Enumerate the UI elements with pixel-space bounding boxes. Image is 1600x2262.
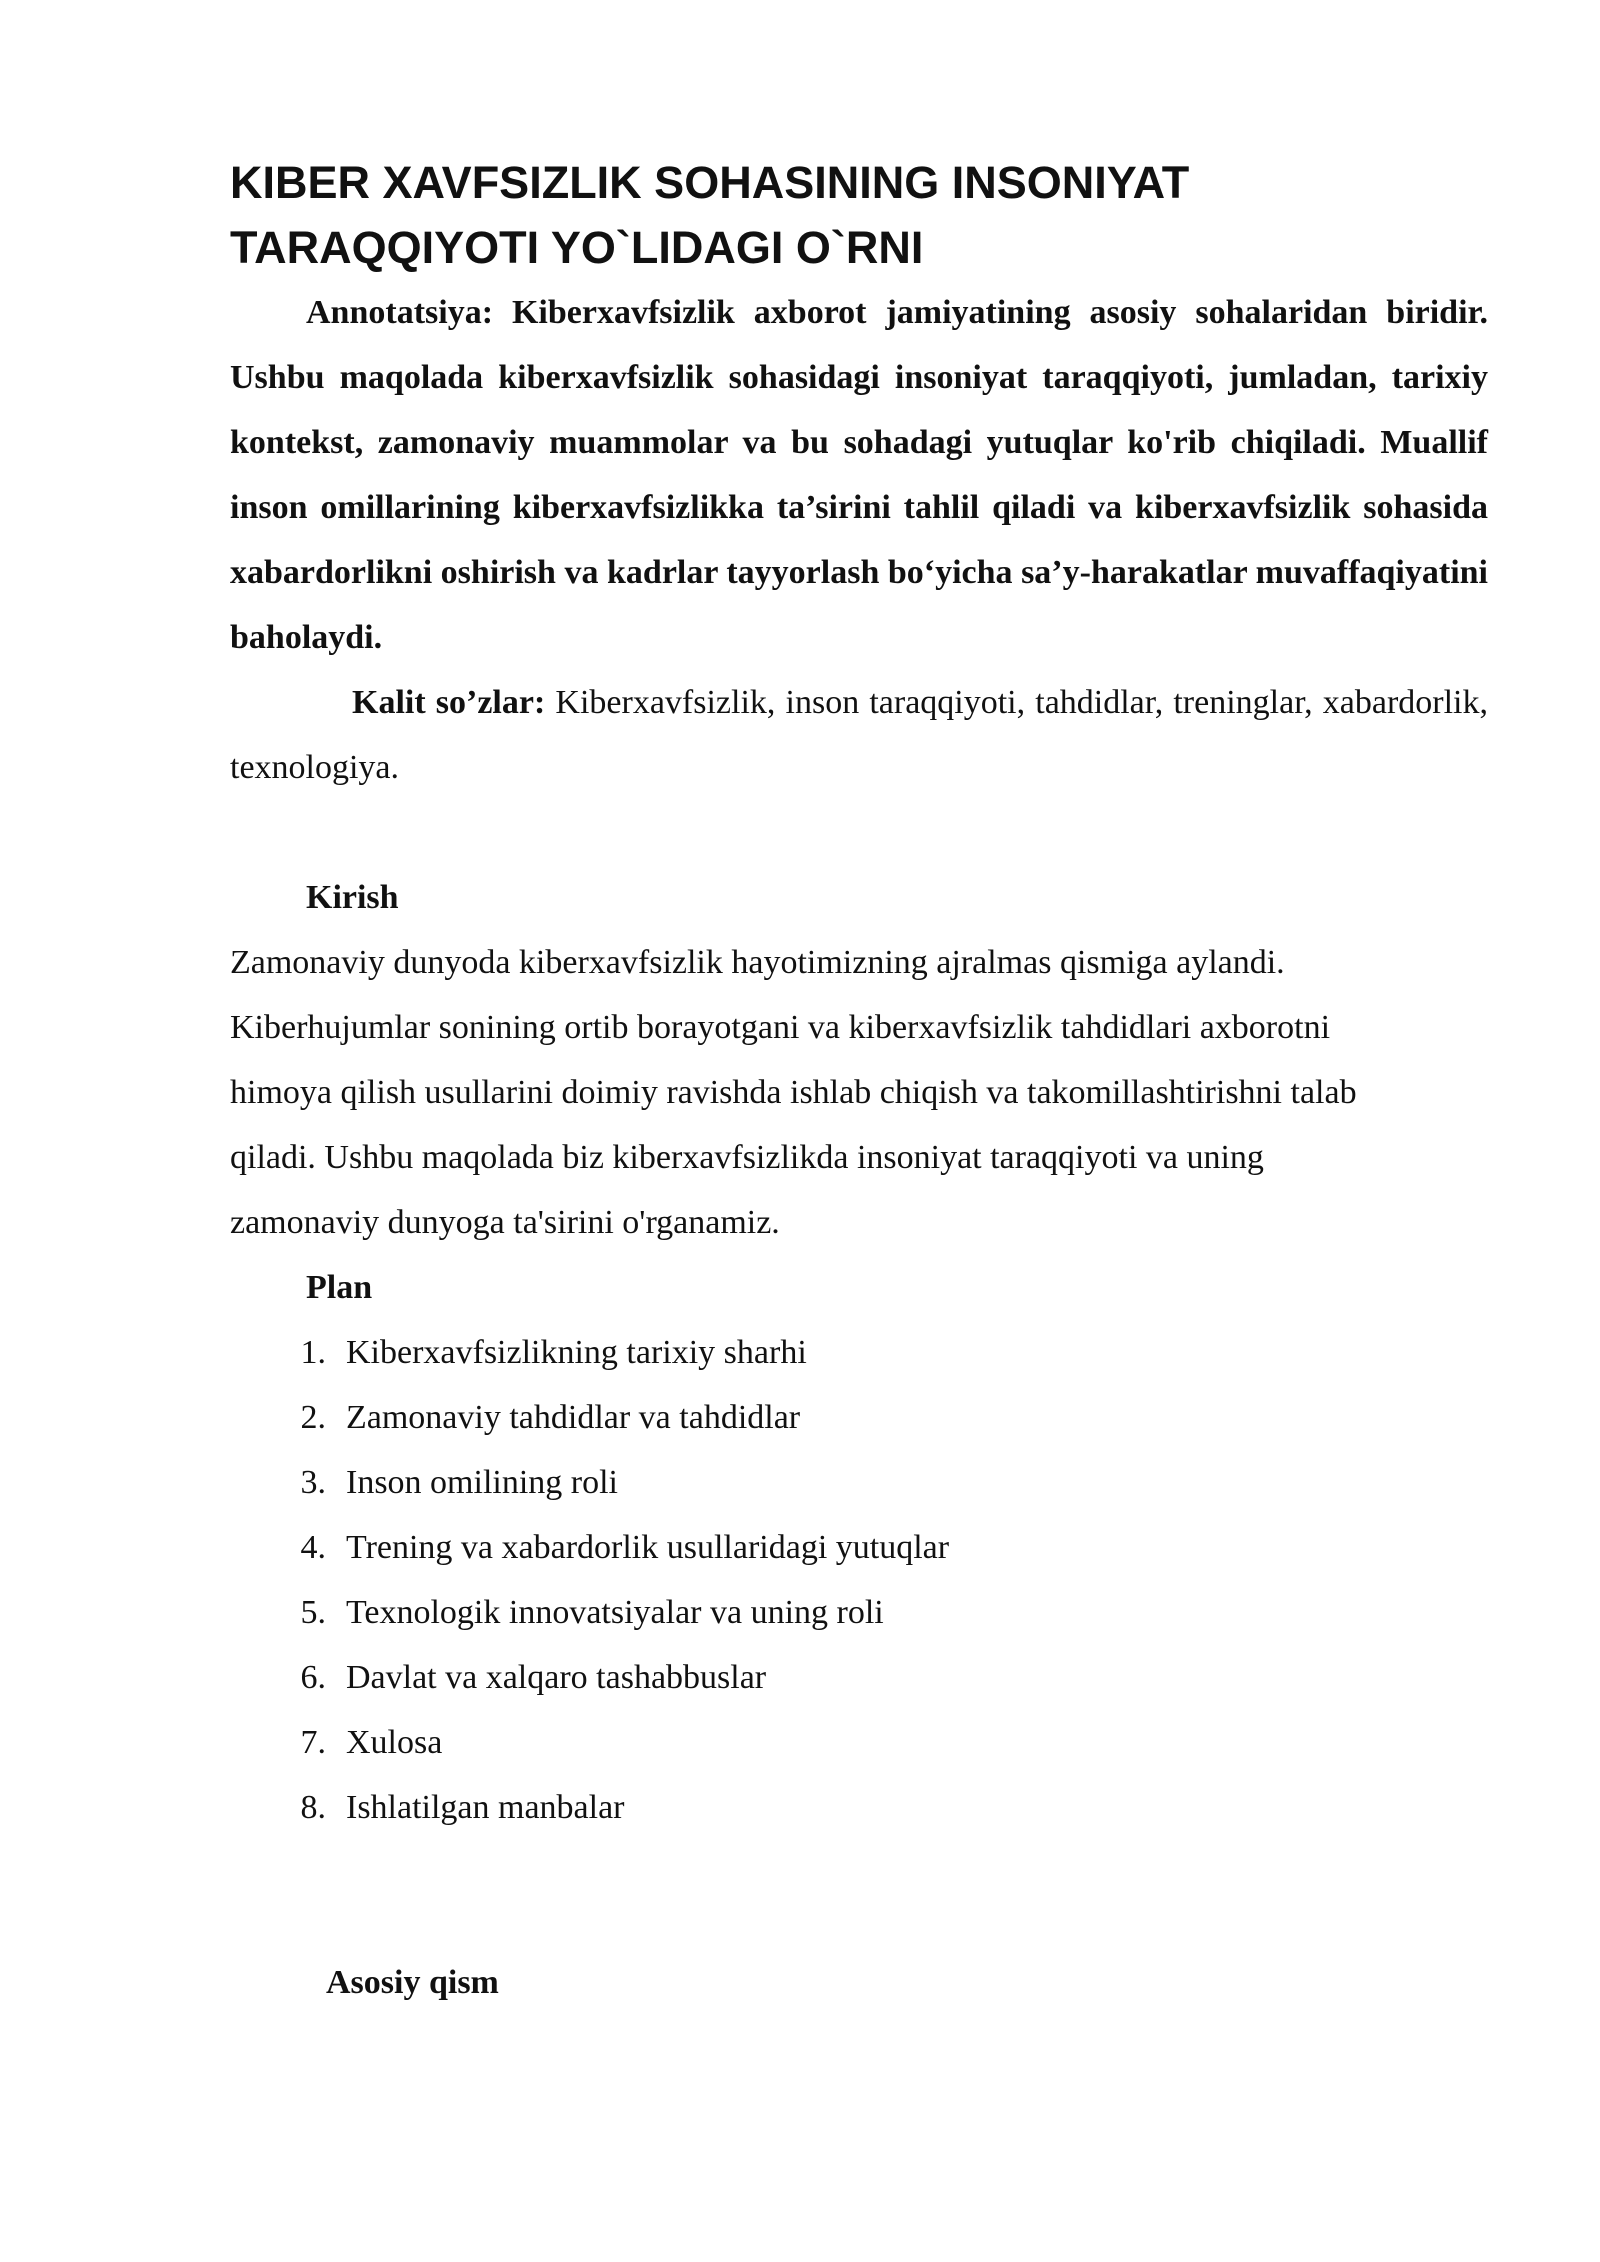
plan-item-number: 7. bbox=[300, 1724, 326, 1761]
plan-item-number: 8. bbox=[300, 1789, 326, 1826]
plan-item-text: Inson omilining roli bbox=[346, 1464, 618, 1501]
plan-item bbox=[230, 1775, 1488, 1840]
plan-item-text: Ishlatilgan manbalar bbox=[346, 1789, 625, 1826]
plan-item-text: Davlat va xalqaro tashabbuslar bbox=[346, 1659, 767, 1696]
plan-list bbox=[230, 1320, 1488, 1840]
main-section-heading: Asosiy qism bbox=[326, 1964, 499, 2001]
plan-item-text: Trening va xabardorlik usullaridagi yutuqlar bbox=[346, 1529, 950, 1566]
intro-line: Kiberhujumlar sonining ortib borayotgani va kiberxavfsizlik tahdidlari axborotni bbox=[230, 1009, 1331, 1046]
plan-item-text: Zamonaviy tahdidlar va tahdidlar bbox=[346, 1399, 801, 1436]
plan-item-number: 4. bbox=[300, 1529, 326, 1566]
title-line-1: KIBER XAVFSIZLIK SOHASINING INSONIYAT bbox=[230, 157, 1190, 208]
document-title bbox=[230, 150, 1488, 280]
plan-item bbox=[230, 1385, 1488, 1450]
plan-item-text: Texnologik innovatsiyalar va uning roli bbox=[346, 1594, 884, 1631]
keywords-text: Kiberxavfsizlik, inson taraqqiyoti, tahdidlar, treninglar, xabardorlik, texnologiya. bbox=[230, 684, 1488, 786]
plan-item bbox=[230, 1320, 1488, 1385]
plan-item bbox=[230, 1710, 1488, 1775]
annotation-paragraph: Annotatsiya: Kiberxavfsizlik axborot jamiyatining asosiy sohalaridan biridir. Ushbu maqolada kiberxavfsizlik sohasidagi insoniyat taraqqiyoti, jumladan, tarixiy kontekst, zamonaviy muammolar va bu sohadagi yutuqlar ko'rib chiqiladi. Muallif inson omillarining kiberxavfsizlikka ta’sirini tahlil qiladi va kiberxavfsizlik sohasida xabardorlikni oshirish va kadrlar tayyorlash bo‘yicha sa’y-harakatlar muvaffaqiyatini baholaydi. bbox=[230, 294, 1488, 656]
plan-item-number: 6. bbox=[300, 1659, 326, 1696]
intro-heading: Kirish bbox=[306, 879, 399, 916]
intro-line: Zamonaviy dunyoda kiberxavfsizlik hayotimizning ajralmas qismiga aylandi. bbox=[230, 944, 1285, 981]
plan-item-number: 5. bbox=[300, 1594, 326, 1631]
plan-item-number: 2. bbox=[300, 1399, 326, 1436]
intro-line: zamonaviy dunyoga ta'sirini o'rganamiz. bbox=[230, 1204, 780, 1241]
plan-item bbox=[230, 1450, 1488, 1515]
plan-item-number: 3. bbox=[300, 1464, 326, 1501]
plan-item-number: 1. bbox=[300, 1334, 326, 1371]
intro-line: himoya qilish usullarini doimiy ravishda ishlab chiqish va takomillashtirishni talab bbox=[230, 1074, 1357, 1111]
plan-item-text: Kiberxavfsizlikning tarixiy sharhi bbox=[346, 1334, 807, 1371]
plan-item bbox=[230, 1580, 1488, 1645]
plan-item bbox=[230, 1645, 1488, 1710]
document-body bbox=[230, 150, 1488, 2015]
plan-item bbox=[230, 1515, 1488, 1580]
intro-line: qiladi. Ushbu maqolada biz kiberxavfsizlikda insoniyat taraqqiyoti va uning bbox=[230, 1139, 1264, 1176]
title-line-2: TARAQQIYOTI YO`LIDAGI O`RNI bbox=[230, 222, 924, 273]
keywords-paragraph bbox=[230, 670, 1488, 800]
intro-paragraph bbox=[230, 930, 1488, 1255]
plan-item-text: Xulosa bbox=[346, 1724, 443, 1761]
keywords-label: Kalit so’zlar: bbox=[352, 684, 546, 721]
plan-heading: Plan bbox=[306, 1269, 373, 1306]
